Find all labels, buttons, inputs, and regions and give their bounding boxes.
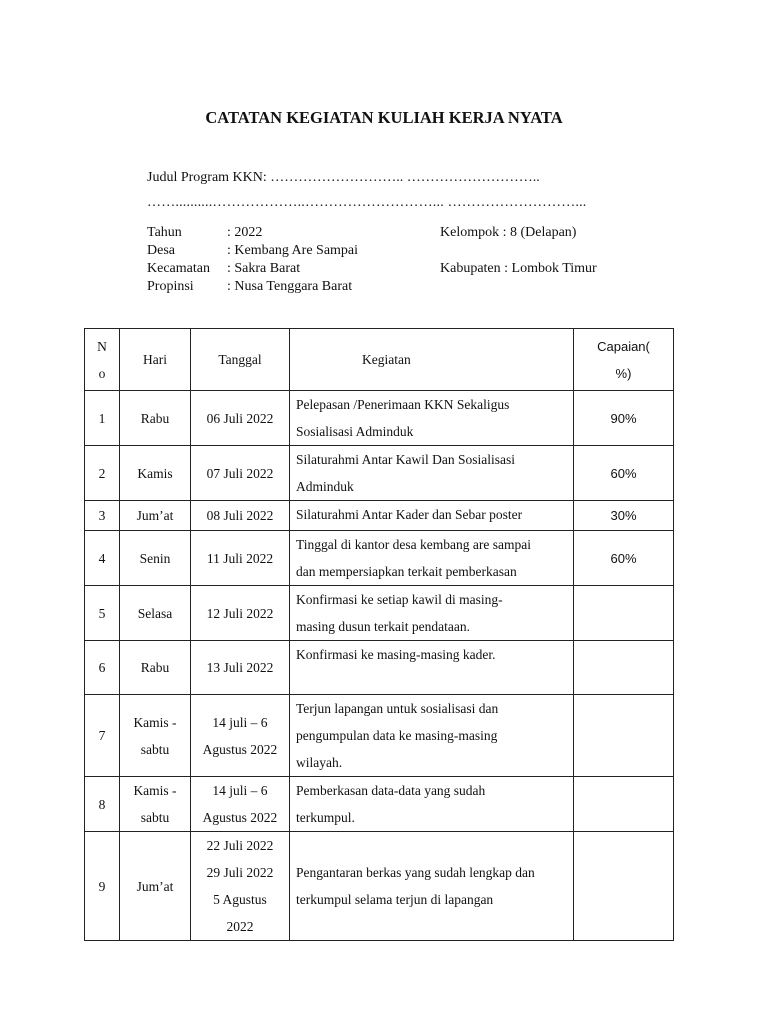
row-capaian xyxy=(574,586,674,641)
row-no: 5 xyxy=(85,586,120,641)
tanggal-line: 14 juli – 6 xyxy=(212,783,268,798)
tanggal-line: 11 Juli 2022 xyxy=(206,550,274,566)
row-hari xyxy=(120,777,191,832)
kegiatan-line: terkumpul selama terjun di lapangan xyxy=(296,892,494,907)
header-kegiatan: Kegiatan xyxy=(290,329,574,391)
tanggal-line: 29 Juli 2022 xyxy=(206,865,274,880)
hari-line: Senin xyxy=(139,550,171,566)
row-no: 6 xyxy=(85,641,120,695)
header-no-line2: o xyxy=(98,365,106,381)
hari-line: Kamis - xyxy=(133,783,177,798)
kegiatan-line: Terjun lapangan untuk sosialisasi dan xyxy=(296,701,499,716)
header-no-line1: N xyxy=(97,338,107,354)
row-hari xyxy=(120,391,191,446)
kegiatan-line: Pengantaran berkas yang sudah lengkap dan xyxy=(296,865,535,880)
judul-program-dots: ……..........………………..………………………... ………………………... xyxy=(147,195,587,210)
row-tanggal xyxy=(191,832,290,941)
table-row xyxy=(85,832,674,941)
info-kabupaten: Kabupaten : Lombok Timur xyxy=(440,261,597,276)
header-hari: Hari xyxy=(120,329,191,391)
kegiatan-line: masing dusun terkait pendataan. xyxy=(296,619,470,634)
hari-line: Rabu xyxy=(140,410,170,426)
kecamatan-label: Kecamatan xyxy=(147,261,210,276)
row-no: 9 xyxy=(85,832,120,941)
kegiatan-line: wilayah. xyxy=(296,755,343,770)
kegiatan-line: Sosialisasi Adminduk xyxy=(296,424,414,439)
desa-value: : Kembang Are Sampai xyxy=(227,243,359,258)
kegiatan-line: Konfirmasi ke setiap kawil di masing- xyxy=(296,592,503,607)
judul-program-line: Judul Program KKN: ……………………….. ……………………….. xyxy=(147,170,540,185)
hari-line: sabtu xyxy=(140,741,170,757)
hari-line: Jum’at xyxy=(136,508,174,523)
row-hari xyxy=(120,501,191,531)
row-tanggal xyxy=(191,391,290,446)
tanggal-line: Agustus 2022 xyxy=(202,741,278,757)
kegiatan-line: dan mempersiapkan terkait pemberkasan xyxy=(296,564,517,579)
row-hari xyxy=(120,446,191,501)
row-no: 4 xyxy=(85,531,120,586)
propinsi-value: : Nusa Tenggara Barat xyxy=(227,279,353,294)
table-header-row xyxy=(85,329,674,391)
row-capaian xyxy=(574,777,674,832)
tanggal-line: 07 Juli 2022 xyxy=(206,465,274,481)
info-desa xyxy=(147,242,358,260)
tanggal-line: Agustus 2022 xyxy=(202,810,278,825)
propinsi-label: Propinsi xyxy=(147,279,194,294)
row-no: 8 xyxy=(85,777,120,832)
info-kelompok: Kelompok : 8 (Delapan) xyxy=(440,225,577,240)
kegiatan-line: Pemberkasan data-data yang sudah xyxy=(296,783,486,798)
hari-line: Rabu xyxy=(140,660,170,675)
tanggal-line: 13 Juli 2022 xyxy=(206,660,274,675)
table-row xyxy=(85,446,674,501)
table-row xyxy=(85,695,674,777)
info-kecamatan xyxy=(147,260,300,278)
tanggal-line: 2022 xyxy=(226,919,254,934)
row-no: 7 xyxy=(85,695,120,777)
row-capaian xyxy=(574,641,674,695)
row-tanggal xyxy=(191,586,290,641)
row-capaian: 30% xyxy=(574,501,674,531)
table-row xyxy=(85,777,674,832)
header-tanggal: Tanggal xyxy=(191,329,290,391)
table-row xyxy=(85,586,674,641)
kegiatan-line: Silaturahmi Antar Kawil Dan Sosialisasi xyxy=(296,452,515,467)
row-capaian: 90% xyxy=(574,391,674,446)
tahun-label: Tahun xyxy=(147,225,182,240)
header-capaian xyxy=(574,329,674,391)
row-hari xyxy=(120,531,191,586)
table-row xyxy=(85,641,674,695)
document-title: CATATAN KEGIATAN KULIAH KERJA NYATA xyxy=(205,108,563,127)
row-tanggal xyxy=(191,501,290,531)
row-kegiatan xyxy=(290,501,574,531)
kegiatan-line: Tinggal di kantor desa kembang are sampai xyxy=(296,537,531,552)
kegiatan-line: Silaturahmi Antar Kader dan Sebar poster xyxy=(296,507,523,522)
row-tanggal xyxy=(191,531,290,586)
row-no: 3 xyxy=(85,501,120,531)
tanggal-line: 22 Juli 2022 xyxy=(206,838,274,853)
tanggal-line: 14 juli – 6 xyxy=(212,714,268,730)
row-kegiatan xyxy=(290,641,574,695)
header-no xyxy=(85,329,120,391)
row-kegiatan xyxy=(290,695,574,777)
row-hari xyxy=(120,586,191,641)
row-tanggal xyxy=(191,777,290,832)
activity-table xyxy=(84,328,674,941)
row-no: 2 xyxy=(85,446,120,501)
kegiatan-line: pengumpulan data ke masing-masing xyxy=(296,728,498,743)
row-capaian: 60% xyxy=(574,446,674,501)
hari-line: Kamis - xyxy=(133,714,177,730)
tanggal-line: 08 Juli 2022 xyxy=(206,508,274,523)
hari-line: Kamis xyxy=(137,465,173,481)
tahun-value: : 2022 xyxy=(227,225,263,240)
row-capaian: 60% xyxy=(574,531,674,586)
row-capaian xyxy=(574,832,674,941)
kecamatan-value: : Sakra Barat xyxy=(227,261,301,276)
table-row xyxy=(85,391,674,446)
info-propinsi xyxy=(147,278,352,296)
info-tahun xyxy=(147,224,262,242)
kegiatan-line: terkumpul. xyxy=(296,810,355,825)
kegiatan-line: Adminduk xyxy=(296,479,354,494)
kegiatan-line: Konfirmasi ke masing-masing kader. xyxy=(296,647,496,662)
table-row xyxy=(85,531,674,586)
row-tanggal xyxy=(191,695,290,777)
row-hari xyxy=(120,695,191,777)
tanggal-line: 5 Agustus xyxy=(213,892,267,907)
row-kegiatan xyxy=(290,586,574,641)
row-kegiatan xyxy=(290,391,574,446)
row-hari xyxy=(120,832,191,941)
row-no: 1 xyxy=(85,391,120,446)
desa-label: Desa xyxy=(147,243,175,258)
table-row xyxy=(85,501,674,531)
hari-line: sabtu xyxy=(140,810,170,825)
tanggal-line: 12 Juli 2022 xyxy=(206,605,274,621)
row-kegiatan xyxy=(290,777,574,832)
row-kegiatan xyxy=(290,531,574,586)
tanggal-line: 06 Juli 2022 xyxy=(206,410,274,426)
header-capaian-line2: %) xyxy=(615,365,632,381)
hari-line: Selasa xyxy=(137,605,173,621)
hari-line: Jum’at xyxy=(136,878,174,894)
kegiatan-line: Pelepasan /Penerimaan KKN Sekaligus xyxy=(296,397,510,412)
row-kegiatan xyxy=(290,832,574,941)
row-tanggal xyxy=(191,641,290,695)
row-hari xyxy=(120,641,191,695)
row-tanggal xyxy=(191,446,290,501)
header-capaian-line1: Capaian( xyxy=(597,338,650,354)
row-kegiatan xyxy=(290,446,574,501)
row-capaian xyxy=(574,695,674,777)
